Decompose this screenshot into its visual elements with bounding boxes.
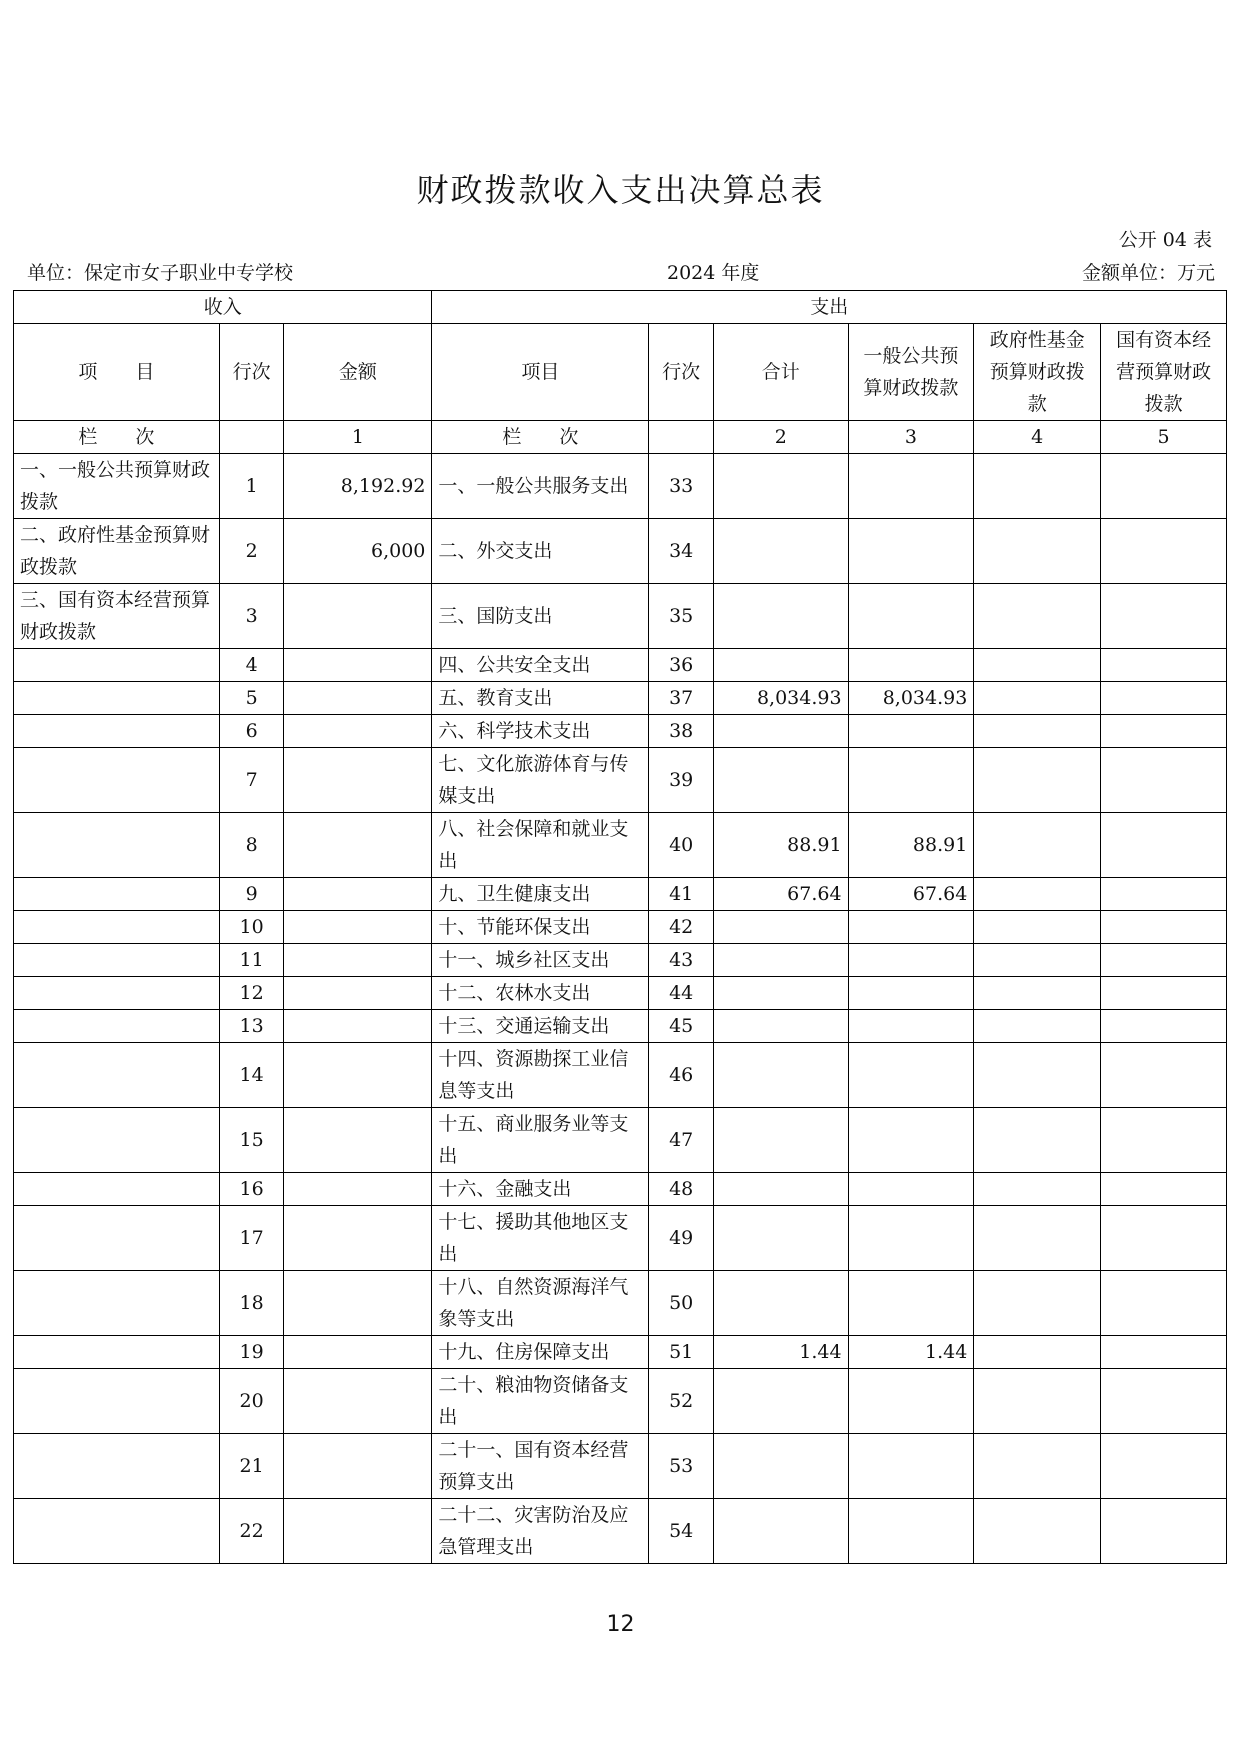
total-cell: 88.91 xyxy=(713,813,848,878)
income-amount-cell xyxy=(284,1499,432,1564)
expense-item-cell: 七、文化旅游体育与传媒支出 xyxy=(432,748,649,813)
state-capital-cell xyxy=(1101,715,1227,748)
expense-row-no-cell: 53 xyxy=(649,1434,714,1499)
table-row xyxy=(14,649,1227,682)
expense-row-no-cell: 48 xyxy=(649,1173,714,1206)
state-capital-cell xyxy=(1101,649,1227,682)
fund-budget-cell xyxy=(974,682,1101,715)
total-cell xyxy=(713,584,848,649)
general-budget-cell xyxy=(848,454,974,519)
income-row-no-cell: 3 xyxy=(219,584,284,649)
income-row-no-cell: 15 xyxy=(219,1108,284,1173)
total-cell xyxy=(713,519,848,584)
state-capital-cell xyxy=(1101,1369,1227,1434)
fund-budget-cell xyxy=(974,813,1101,878)
income-amount-header: 金额 xyxy=(284,324,432,421)
income-row-no-cell: 22 xyxy=(219,1499,284,1564)
income-item-cell xyxy=(14,1010,220,1043)
column-number-row xyxy=(14,421,1227,454)
income-row-no-cell: 7 xyxy=(219,748,284,813)
income-row-no-cell: 9 xyxy=(219,878,284,911)
table-row xyxy=(14,944,1227,977)
total-cell xyxy=(713,1271,848,1336)
income-amount-cell xyxy=(284,682,432,715)
general-budget-cell xyxy=(848,911,974,944)
income-amount-cell xyxy=(284,1206,432,1271)
income-amount-cell xyxy=(284,1336,432,1369)
expense-row-no-cell: 46 xyxy=(649,1043,714,1108)
expense-item-cell: 十四、资源勘探工业信息等支出 xyxy=(432,1043,649,1108)
general-budget-cell xyxy=(848,1369,974,1434)
income-item-cell xyxy=(14,1499,220,1564)
income-item-cell xyxy=(14,1108,220,1173)
fund-budget-cell xyxy=(974,1499,1101,1564)
total-cell xyxy=(713,1043,848,1108)
total-cell xyxy=(713,1173,848,1206)
income-item-cell: 三、国有资本经营预算财政拨款 xyxy=(14,584,220,649)
expense-item-cell: 十七、援助其他地区支出 xyxy=(432,1206,649,1271)
expense-item-cell: 二十一、国有资本经营预算支出 xyxy=(432,1434,649,1499)
expense-row-no-cell: 36 xyxy=(649,649,714,682)
general-budget-cell xyxy=(848,1499,974,1564)
expense-row-no-cell: 43 xyxy=(649,944,714,977)
state-capital-header: 国有资本经营预算财政拨款 xyxy=(1101,324,1227,421)
expense-row-no-cell: 38 xyxy=(649,715,714,748)
fund-budget-cell xyxy=(974,715,1101,748)
income-amount-cell xyxy=(284,911,432,944)
income-amount-cell: 6,000 xyxy=(284,519,432,584)
income-item-cell xyxy=(14,944,220,977)
general-budget-header: 一般公共预算财政拨款 xyxy=(848,324,974,421)
income-row-no-cell: 2 xyxy=(219,519,284,584)
table-row xyxy=(14,813,1227,878)
expense-header: 支出 xyxy=(432,291,1227,324)
col-3-label: 3 xyxy=(848,421,974,454)
table-row xyxy=(14,1336,1227,1369)
income-item-cell: 一、一般公共预算财政拨款 xyxy=(14,454,220,519)
general-budget-cell: 8,034.93 xyxy=(848,682,974,715)
expense-item-cell: 六、科学技术支出 xyxy=(432,715,649,748)
total-cell xyxy=(713,748,848,813)
state-capital-cell xyxy=(1101,813,1227,878)
header-row-1 xyxy=(14,291,1227,324)
expense-row-no-cell: 45 xyxy=(649,1010,714,1043)
fund-budget-cell xyxy=(974,1173,1101,1206)
income-row-no-cell: 11 xyxy=(219,944,284,977)
income-col-label: 栏 次 xyxy=(14,421,220,454)
expense-col-empty xyxy=(649,421,714,454)
expense-row-no-cell: 42 xyxy=(649,911,714,944)
page-number: 12 xyxy=(606,1612,635,1637)
state-capital-cell xyxy=(1101,1499,1227,1564)
general-budget-cell xyxy=(848,1173,974,1206)
state-capital-cell xyxy=(1101,1271,1227,1336)
expense-row-no-cell: 34 xyxy=(649,519,714,584)
total-cell xyxy=(713,1499,848,1564)
income-amount-cell xyxy=(284,649,432,682)
state-capital-cell xyxy=(1101,454,1227,519)
general-budget-cell xyxy=(848,649,974,682)
income-item-cell xyxy=(14,1369,220,1434)
income-item-cell: 二、政府性基金预算财政拨款 xyxy=(14,519,220,584)
income-amount-cell xyxy=(284,1271,432,1336)
table-row xyxy=(14,878,1227,911)
expense-item-cell: 五、教育支出 xyxy=(432,682,649,715)
expense-item-cell: 十一、城乡社区支出 xyxy=(432,944,649,977)
income-row-no-cell: 6 xyxy=(219,715,284,748)
general-budget-cell xyxy=(848,977,974,1010)
fund-budget-cell xyxy=(974,1271,1101,1336)
income-amount-cell xyxy=(284,878,432,911)
income-item-cell xyxy=(14,1206,220,1271)
table-row xyxy=(14,584,1227,649)
state-capital-cell xyxy=(1101,1043,1227,1108)
general-budget-cell xyxy=(848,519,974,584)
income-item-cell xyxy=(14,911,220,944)
table-row xyxy=(14,1206,1227,1271)
state-capital-cell xyxy=(1101,748,1227,813)
general-budget-cell xyxy=(848,1108,974,1173)
income-row-no-cell: 18 xyxy=(219,1271,284,1336)
expense-row-no-cell: 44 xyxy=(649,977,714,1010)
expense-item-header: 项目 xyxy=(432,324,649,421)
general-budget-cell xyxy=(848,715,974,748)
general-budget-cell xyxy=(848,1043,974,1108)
income-amount-cell xyxy=(284,1434,432,1499)
general-budget-cell xyxy=(848,748,974,813)
expense-row-no-cell: 54 xyxy=(649,1499,714,1564)
income-row-no-cell: 8 xyxy=(219,813,284,878)
total-cell: 67.64 xyxy=(713,878,848,911)
income-row-no-cell: 14 xyxy=(219,1043,284,1108)
expense-row-no-cell: 35 xyxy=(649,584,714,649)
col-1-label: 1 xyxy=(284,421,432,454)
total-cell xyxy=(713,1434,848,1499)
state-capital-cell xyxy=(1101,1010,1227,1043)
table-row xyxy=(14,1271,1227,1336)
income-amount-cell xyxy=(284,1043,432,1108)
fund-budget-cell xyxy=(974,977,1101,1010)
income-amount-cell xyxy=(284,1173,432,1206)
expense-row-no-header: 行次 xyxy=(649,324,714,421)
table-row xyxy=(14,715,1227,748)
state-capital-cell xyxy=(1101,1434,1227,1499)
expense-item-cell: 二十二、灾害防治及应急管理支出 xyxy=(432,1499,649,1564)
table-row xyxy=(14,1499,1227,1564)
col-4-label: 4 xyxy=(974,421,1101,454)
income-row-no-cell: 12 xyxy=(219,977,284,1010)
total-cell xyxy=(713,944,848,977)
income-item-cell xyxy=(14,682,220,715)
expense-row-no-cell: 51 xyxy=(649,1336,714,1369)
total-cell xyxy=(713,715,848,748)
income-item-cell xyxy=(14,977,220,1010)
expense-item-cell: 十九、住房保障支出 xyxy=(432,1336,649,1369)
general-budget-cell: 67.64 xyxy=(848,878,974,911)
income-row-no-cell: 1 xyxy=(219,454,284,519)
income-row-no-cell: 5 xyxy=(219,682,284,715)
table-row xyxy=(14,454,1227,519)
income-amount-cell: 8,192.92 xyxy=(284,454,432,519)
expense-row-no-cell: 47 xyxy=(649,1108,714,1173)
table-row xyxy=(14,682,1227,715)
fund-budget-cell xyxy=(974,911,1101,944)
fund-budget-cell xyxy=(974,878,1101,911)
expense-item-cell: 四、公共安全支出 xyxy=(432,649,649,682)
expense-item-cell: 十、节能环保支出 xyxy=(432,911,649,944)
expense-row-no-cell: 33 xyxy=(649,454,714,519)
state-capital-cell xyxy=(1101,682,1227,715)
fund-budget-cell xyxy=(974,519,1101,584)
expense-item-cell: 十二、农林水支出 xyxy=(432,977,649,1010)
fund-budget-cell xyxy=(974,1369,1101,1434)
expense-row-no-cell: 50 xyxy=(649,1271,714,1336)
general-budget-cell xyxy=(848,584,974,649)
state-capital-cell xyxy=(1101,584,1227,649)
income-amount-cell xyxy=(284,813,432,878)
general-budget-cell xyxy=(848,1434,974,1499)
income-amount-cell xyxy=(284,1369,432,1434)
state-capital-cell xyxy=(1101,1336,1227,1369)
expense-row-no-cell: 37 xyxy=(649,682,714,715)
fund-budget-cell xyxy=(974,1043,1101,1108)
state-capital-cell xyxy=(1101,1108,1227,1173)
fund-budget-cell xyxy=(974,1336,1101,1369)
table-row xyxy=(14,748,1227,813)
table-row xyxy=(14,977,1227,1010)
income-row-no-cell: 20 xyxy=(219,1369,284,1434)
state-capital-cell xyxy=(1101,911,1227,944)
expense-row-no-cell: 41 xyxy=(649,878,714,911)
total-cell: 1.44 xyxy=(713,1336,848,1369)
fund-budget-cell xyxy=(974,1434,1101,1499)
total-cell xyxy=(713,977,848,1010)
state-capital-cell xyxy=(1101,1206,1227,1271)
income-amount-cell xyxy=(284,1108,432,1173)
general-budget-cell xyxy=(848,1206,974,1271)
fiscal-year: 2024 年度 xyxy=(667,262,760,284)
fund-budget-cell xyxy=(974,649,1101,682)
expense-item-cell: 十八、自然资源海洋气象等支出 xyxy=(432,1271,649,1336)
expense-item-cell: 二、外交支出 xyxy=(432,519,649,584)
table-row xyxy=(14,519,1227,584)
state-capital-cell xyxy=(1101,519,1227,584)
fund-budget-header: 政府性基金预算财政拨款 xyxy=(974,324,1101,421)
income-item-cell xyxy=(14,813,220,878)
general-budget-cell xyxy=(848,1010,974,1043)
income-item-header: 项 目 xyxy=(14,324,220,421)
income-item-cell xyxy=(14,1173,220,1206)
fund-budget-cell xyxy=(974,944,1101,977)
expense-row-no-cell: 40 xyxy=(649,813,714,878)
income-amount-cell xyxy=(284,584,432,649)
total-cell: 8,034.93 xyxy=(713,682,848,715)
total-cell xyxy=(713,1108,848,1173)
table-row xyxy=(14,1434,1227,1499)
general-budget-cell: 1.44 xyxy=(848,1336,974,1369)
income-amount-cell xyxy=(284,748,432,813)
expense-item-cell: 九、卫生健康支出 xyxy=(432,878,649,911)
income-row-no-cell: 10 xyxy=(219,911,284,944)
general-budget-cell xyxy=(848,1271,974,1336)
expense-item-cell: 三、国防支出 xyxy=(432,584,649,649)
income-col-empty xyxy=(219,421,284,454)
expense-row-no-cell: 39 xyxy=(649,748,714,813)
income-row-no-cell: 21 xyxy=(219,1434,284,1499)
table-row xyxy=(14,1108,1227,1173)
col-2-label: 2 xyxy=(713,421,848,454)
expense-item-cell: 一、一般公共服务支出 xyxy=(432,454,649,519)
income-header: 收入 xyxy=(14,291,432,324)
fund-budget-cell xyxy=(974,748,1101,813)
fund-budget-cell xyxy=(974,454,1101,519)
income-row-no-cell: 4 xyxy=(219,649,284,682)
doc-number: 公开 04 表 xyxy=(1118,229,1212,251)
table-row xyxy=(14,1369,1227,1434)
total-cell xyxy=(713,649,848,682)
income-row-no-cell: 19 xyxy=(219,1336,284,1369)
expense-item-cell: 八、社会保障和就业支出 xyxy=(432,813,649,878)
state-capital-cell xyxy=(1101,944,1227,977)
income-item-cell xyxy=(14,1336,220,1369)
total-cell xyxy=(713,1369,848,1434)
total-cell xyxy=(713,1206,848,1271)
total-cell xyxy=(713,911,848,944)
expense-row-no-cell: 49 xyxy=(649,1206,714,1271)
expense-item-cell: 二十、粮油物资储备支出 xyxy=(432,1369,649,1434)
state-capital-cell xyxy=(1101,977,1227,1010)
fund-budget-cell xyxy=(974,1010,1101,1043)
income-row-no-cell: 17 xyxy=(219,1206,284,1271)
fiscal-table xyxy=(13,290,1227,1564)
info-line xyxy=(27,258,1215,284)
income-item-cell xyxy=(14,748,220,813)
income-item-cell xyxy=(14,649,220,682)
expense-item-cell: 十六、金融支出 xyxy=(432,1173,649,1206)
income-row-no-cell: 16 xyxy=(219,1173,284,1206)
table-row xyxy=(14,1173,1227,1206)
total-cell xyxy=(713,1010,848,1043)
income-item-cell xyxy=(14,1434,220,1499)
header-row-2 xyxy=(14,324,1227,421)
expense-row-no-cell: 52 xyxy=(649,1369,714,1434)
col-5-label: 5 xyxy=(1101,421,1227,454)
expense-item-cell: 十三、交通运输支出 xyxy=(432,1010,649,1043)
income-item-cell xyxy=(14,715,220,748)
fund-budget-cell xyxy=(974,584,1101,649)
income-amount-cell xyxy=(284,944,432,977)
income-amount-cell xyxy=(284,1010,432,1043)
income-row-no-header: 行次 xyxy=(219,324,284,421)
income-item-cell xyxy=(14,878,220,911)
state-capital-cell xyxy=(1101,1173,1227,1206)
income-item-cell xyxy=(14,1043,220,1108)
fund-budget-cell xyxy=(974,1108,1101,1173)
general-budget-cell: 88.91 xyxy=(848,813,974,878)
expense-col-label: 栏 次 xyxy=(432,421,649,454)
table-row xyxy=(14,1043,1227,1108)
income-item-cell xyxy=(14,1271,220,1336)
general-budget-cell xyxy=(848,944,974,977)
income-amount-cell xyxy=(284,977,432,1010)
total-cell xyxy=(713,454,848,519)
state-capital-cell xyxy=(1101,878,1227,911)
income-row-no-cell: 13 xyxy=(219,1010,284,1043)
expense-item-cell: 十五、商业服务业等支出 xyxy=(432,1108,649,1173)
table-row xyxy=(14,1010,1227,1043)
total-header: 合计 xyxy=(713,324,848,421)
income-amount-cell xyxy=(284,715,432,748)
page-title: 财政拨款收入支出决算总表 xyxy=(416,171,825,209)
table-row xyxy=(14,911,1227,944)
money-unit: 金额单位：万元 xyxy=(1081,262,1215,284)
fund-budget-cell xyxy=(974,1206,1101,1271)
reporting-unit: 单位：保定市女子职业中专学校 xyxy=(27,262,294,284)
